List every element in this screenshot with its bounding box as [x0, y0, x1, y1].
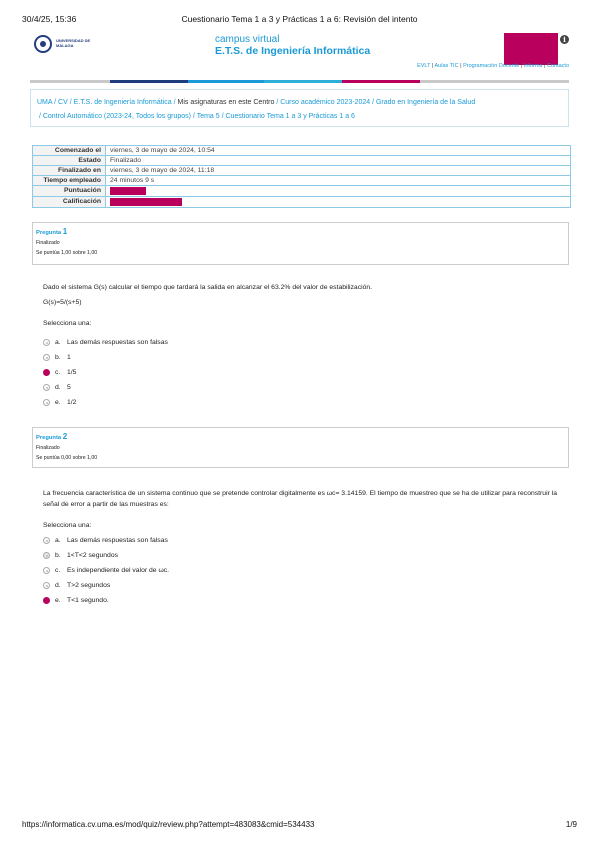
print-header [22, 14, 577, 26]
breadcrumb-curso[interactable]: Curso académico 2023-2024 [280, 99, 371, 106]
breadcrumb-mis-asignaturas[interactable]: Mis asignaturas en este Centro [177, 99, 275, 106]
breadcrumb-grado[interactable]: Grado en Ingeniería de la Salud [375, 99, 476, 106]
score-label: Puntuación [33, 186, 106, 197]
radio-icon[interactable] [43, 582, 50, 589]
state-label: Estado [33, 156, 106, 166]
grade-label: Calificación [33, 197, 106, 208]
table-row [33, 197, 571, 208]
logo-text: UNIVERSIDAD DE MÁLAGA [56, 38, 91, 48]
question-1-content [43, 282, 563, 410]
question-1-option-e[interactable]: e. 1/2 [43, 395, 563, 410]
grade-redacted [110, 198, 182, 206]
page-number: 1/9 [565, 820, 577, 829]
radio-icon[interactable] [43, 399, 50, 406]
radio-icon[interactable] [43, 567, 50, 574]
info-icon[interactable]: i [560, 35, 569, 44]
attempt-summary-table [32, 145, 571, 208]
question-1-option-c[interactable]: c. 1/5 [43, 365, 563, 380]
started-label: Comenzado el [33, 146, 106, 156]
question-2-option-b[interactable]: b. 1<T<2 segundos [43, 548, 563, 563]
print-date: 30/4/25, 15:36 [22, 14, 77, 24]
radio-selected-icon[interactable] [43, 369, 50, 376]
breadcrumb-cv[interactable]: CV [58, 99, 68, 106]
radio-icon[interactable] [43, 552, 50, 559]
user-menu[interactable] [504, 33, 558, 65]
started-value: viernes, 3 de mayo de 2024, 10:54 [106, 146, 571, 156]
question-2-prompt: Selecciona una: [43, 522, 92, 529]
score-redacted [110, 187, 146, 195]
question-2-text: La frecuencia característica de un sistema continuo que se pretende controlar digitalmente es ωc= 3.14159. El tiempo de muestreo que se ha de utilizar para reconstruir la señal de error a partir de las muestras es: [43, 490, 558, 508]
breadcrumb-uma[interactable]: UMA [37, 99, 53, 106]
question-2-points: Se puntúa 0,00 sobre 1,00 [36, 455, 98, 461]
link-programacion-docente[interactable]: Programación Docente [463, 63, 520, 69]
color-stripe [30, 80, 569, 83]
finished-label: Finalizado en [33, 166, 106, 176]
print-title: Cuestionario Tema 1 a 3 y Prácticas 1 a 6: Revisión del intento [181, 14, 418, 24]
question-2-option-e[interactable]: e. T<1 segundo. [43, 593, 563, 608]
question-2-content [43, 488, 563, 608]
question-2-state: Finalizado [36, 445, 60, 451]
radio-icon[interactable] [43, 384, 50, 391]
question-2-number: Pregunta 2 [36, 432, 68, 441]
site-title-line2: E.T.S. de Ingeniería Informática [215, 45, 371, 57]
radio-icon[interactable] [43, 339, 50, 346]
breadcrumb-tema[interactable]: Tema 5 [196, 113, 220, 120]
breadcrumb: UMA / CV / E.T.S. de Ingeniería Informática / Mis asignaturas en este Centro / Curso académico 2023-2024 / Grado en Ingeniería de la Salud / Control Automático (2023-24, Todos los grupos) / Tema 5 / Cuestionario Tema 1 a 3 y Prácticas 1 a 6 [30, 89, 569, 127]
question-2-option-a[interactable]: a. Las demás respuestas son falsas [43, 533, 563, 548]
university-logo[interactable] [32, 32, 92, 58]
table-row [33, 176, 571, 186]
state-value: Finalizado [106, 156, 571, 166]
table-row [33, 146, 571, 156]
link-contacto[interactable]: Contacto [546, 63, 569, 69]
question-2-option-c[interactable]: c. Es independiente del valor de ωc. [43, 563, 563, 578]
question-1-state: Finalizado [36, 240, 60, 246]
print-footer [22, 820, 577, 832]
time-label: Tiempo empleado [33, 176, 106, 186]
link-aulas-tic[interactable]: Aulas TIC [434, 63, 459, 69]
seal-icon [34, 35, 52, 53]
question-1-prompt: Selecciona una: [43, 320, 92, 327]
radio-icon[interactable] [43, 354, 50, 361]
question-1-points: Se puntúa 1,00 sobre 1,00 [36, 250, 98, 256]
table-row [33, 156, 571, 166]
radio-icon[interactable] [43, 537, 50, 544]
question-2-option-d[interactable]: d. T>2 segundos [43, 578, 563, 593]
question-2-info [32, 427, 569, 468]
question-1-options [43, 335, 563, 410]
radio-selected-icon[interactable] [43, 597, 50, 604]
breadcrumb-asignatura[interactable]: Control Automático (2023-24, Todos los grupos) [42, 113, 191, 120]
question-1-number: Pregunta 1 [36, 227, 68, 236]
time-value: 24 minutos 9 s [106, 176, 571, 186]
print-url: https://informatica.cv.uma.es/mod/quiz/review.php?attempt=483083&cmid=534433 [22, 820, 315, 829]
table-row [33, 166, 571, 176]
breadcrumb-etsi[interactable]: E.T.S. de Ingeniería Informática [73, 99, 172, 106]
question-1-text: Dado el sistema G(s) calcular el tiempo que tardará la salida en alcanzar el 63.2% del valor de estabilización. [43, 284, 373, 291]
site-title-line1: campus virtual [215, 34, 280, 45]
breadcrumb-cuestionario[interactable]: Cuestionario Tema 1 a 3 y Prácticas 1 a 6 [225, 113, 355, 120]
question-1-info [32, 222, 569, 265]
top-links: EVLT | Aulas TIC | Programación Docente | Informa | Contacto [417, 63, 569, 69]
finished-value: viernes, 3 de mayo de 2024, 11:18 [106, 166, 571, 176]
question-1-formula: G(s)=5/(s+5) [43, 299, 82, 306]
question-2-options [43, 533, 563, 608]
question-1-option-a[interactable]: a. Las demás respuestas son falsas [43, 335, 563, 350]
link-informa[interactable]: Informa [523, 63, 543, 69]
question-1-option-b[interactable]: b. 1 [43, 350, 563, 365]
site-title[interactable] [215, 34, 370, 57]
question-1-option-d[interactable]: d. 5 [43, 380, 563, 395]
link-evlt[interactable]: EVLT [417, 63, 431, 69]
table-row [33, 186, 571, 197]
